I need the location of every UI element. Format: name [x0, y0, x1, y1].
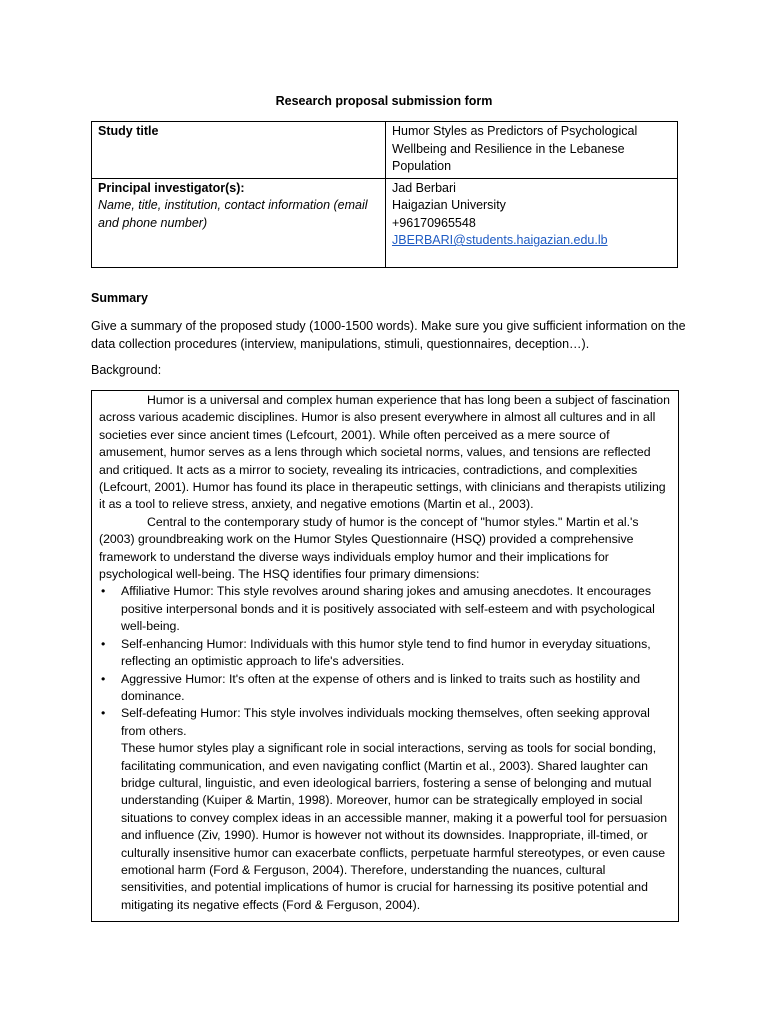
pi-institution: Haigazian University [392, 198, 506, 212]
list-item-text: Aggressive Humor: It's often at the expense of others and is linked to traits such as hostility and dominance. [121, 671, 641, 703]
pi-label: Principal investigator(s): [98, 180, 245, 195]
pi-hint: Name, title, institution, contact information (email and phone number) [98, 198, 368, 230]
background-paragraph-2: Central to the contemporary study of humor is the concept of "humor styles." Martin et al.'s (2003) groundbreaking work on the Humor Styles Questionnaire (HSQ) provided a comprehensive framework to understand the diverse ways individuals employ humor and their implications for psychological well-being. The HSQ identifies four primary dimensions: [99, 514, 639, 582]
pi-value-cell [386, 178, 678, 267]
background-label: Background: [91, 363, 162, 377]
list-item-text: Self-enhancing Humor: Individuals with this humor style tend to find humor in everyday situations, reflecting an optimistic approach to life's adversities. [121, 636, 651, 669]
summary-heading: Summary [91, 291, 148, 305]
list-item [99, 636, 671, 671]
study-title-row [92, 122, 678, 179]
study-title-label: Study title [98, 124, 159, 138]
bullet-icon: • [101, 636, 106, 651]
background-paragraph-3: These humor styles play a significant role in social interactions, serving as tools for social bonding, facilitating communication, and even navigating conflict (Martin et al., 2003). Shared laughter can bridge cultural, linguistic, and even ideological barriers, fostering a sense of belonging and mutual understanding (Kuiper & Martin, 1998). Moreover, humor can be strategically employed in social situations to convey complex ideas in an accessible manner, making it a powerful tool for persuasion and influence (Ziv, 1990). Humor is however not without its downsides. Inappropriate, ill-timed, or culturally insensitive humor can exacerbate conflicts, perpetuate harmful stereotypes, or even cause emotional harm (Ford & Ferguson, 2004). Therefore, understanding the nuances, cultural sensitivities, and potential implications of humor is crucial for harnessing its positive potential and mitigating its negative effects (Ford & Ferguson, 2004). [121, 741, 668, 912]
study-title-label-cell [92, 122, 386, 179]
list-item [99, 671, 671, 706]
study-title-value: Humor Styles as Predictors of Psychological Wellbeing and Resilience in the Lebanese Population [392, 124, 638, 173]
pi-label-cell [92, 178, 386, 267]
background-text-box [91, 390, 679, 922]
bullet-icon: • [101, 584, 106, 599]
list-item [99, 583, 671, 635]
principal-investigator-row [92, 178, 678, 267]
list-item [99, 705, 671, 740]
humor-styles-list [99, 583, 671, 740]
study-info-table [91, 121, 678, 268]
list-item-text: Affiliative Humor: This style revolves around sharing jokes and amusing anecdotes. It encourages positive interpersonal bonds and it is positively associated with self-esteem and with psychological well-being. [121, 584, 655, 634]
list-item-text: Self-defeating Humor: This style involves individuals mocking themselves, often seeking approval from others. [121, 706, 650, 738]
pi-phone: +96170965548 [392, 215, 476, 230]
pi-email-link[interactable]: JBERBARI@students.haigazian.edu.lb [392, 233, 608, 247]
bullet-icon: • [101, 671, 106, 686]
background-paragraph-1: Humor is a universal and complex human experience that has long been a subject of fascination across various academic disciplines. Humor is also present everywhere in almost all cultures and in all societies ever since ancient times (Lefcourt, 2001). While often perceived as a mere source of amusement, humor serves as a lens through which societal norms, values, and tensions are reflected and critiqued. It acts as a mirror to society, revealing its intricacies, contradictions, and complexities (Lefcourt, 2001). Humor has found its place in therapeutic settings, with clinicians and therapists utilizing it as a tool to relieve stress, anxiety, and negative emotions (Martin et al., 2003). [99, 393, 670, 512]
bullet-icon: • [101, 706, 106, 721]
page-title: Research proposal submission form [275, 94, 493, 108]
summary-instruction: Give a summary of the proposed study (1000-1500 words). Make sure you give sufficient information on the data collection procedures (interview, manipulations, stimuli, questionnaires, deception…). [91, 319, 686, 351]
pi-name: Jad Berbari [392, 180, 456, 195]
study-title-value-cell [386, 122, 678, 179]
